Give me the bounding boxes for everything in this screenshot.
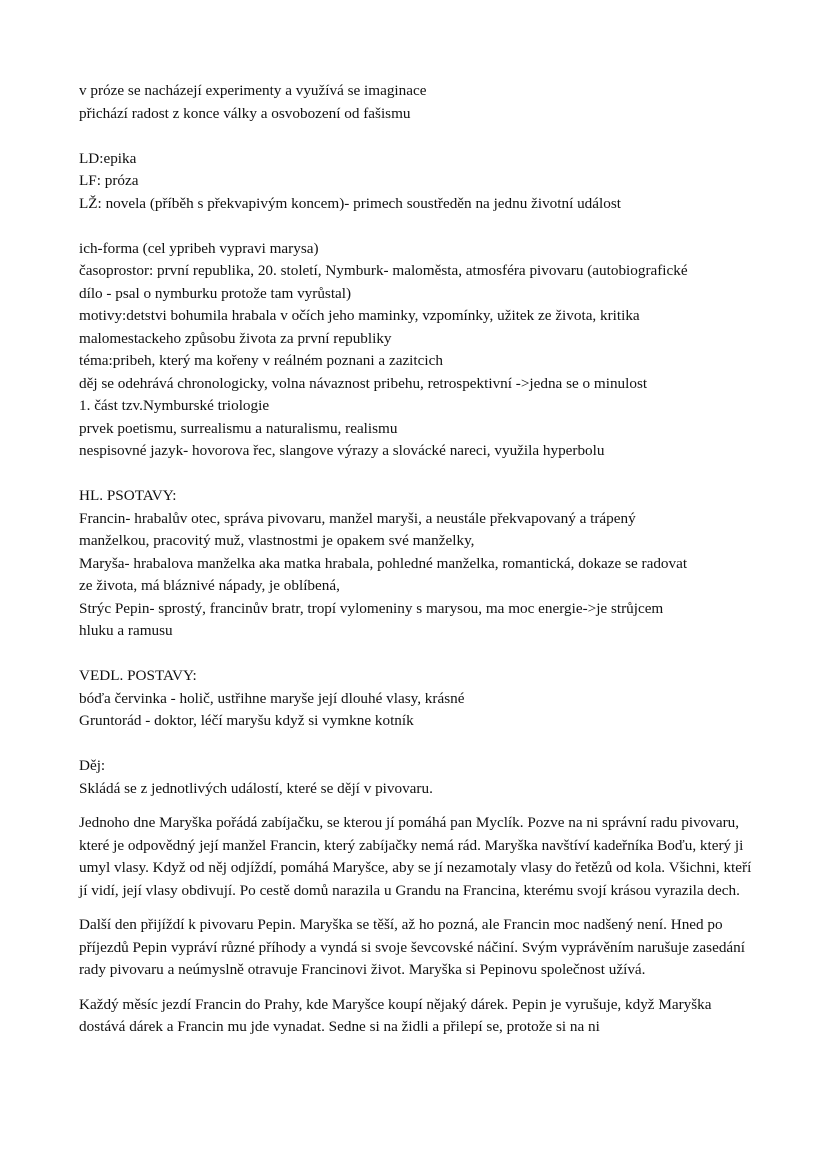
- literary-genre: LŽ: novela (příběh s překvapivým koncem)- primech soustředěn na jednu životní událost: [79, 194, 621, 212]
- character-line: Gruntorád - doktor, léčí maryšu když si vymkne kotník: [79, 712, 414, 729]
- section-heading: VEDL. POSTAVY:: [79, 667, 197, 684]
- character-line: Maryša- hrabalova manželka aka matka hrabala, pohledné manželka, romantická, dokaze se radovat: [79, 554, 688, 572]
- plot-paragraph: Další den přijíždí k pivovaru Pepin. Maryška se těší, až ho pozná, ale Francin moc nadšený není. Hned po příjezdů Pepin vypráví různé příhody a vyndá si svoje ševcovské náčiní. Svým vyprávěním narušuje zasedání rady pivovaru a neúmyslně otravuje Francinovi život. Maryška si Pepinovu společnost užívá.: [79, 916, 745, 978]
- analysis-line: prvek poetismu, surrealismu a naturalismu, realismu: [79, 419, 398, 437]
- side-characters-section: [79, 665, 758, 733]
- analysis-line: 1. část tzv.Nymburské triologie: [79, 397, 270, 414]
- analysis-line: nespisovné jazyk- hovorova řec, slangove výrazy a slovácké nareci, využila hyperbolu: [79, 442, 605, 459]
- intro-line: přichází radost z konce války a osvobození od fašismu: [79, 104, 411, 122]
- literary-kind: LD:epika: [79, 149, 137, 167]
- plot-paragraph: Jednoho dne Maryška pořádá zabíjačku, se kterou jí pomáhá pan Myclík. Pozve na ni správní radu pivovaru, které je odpovědný její manžel Francin, který zabíjačky nemá rád. Maryška navštíví kadeřníka Boďu, který ji umyl vlasy. Když od něj odjíždí, pomáhá Maryšce, aby se jí nezamotaly vlasy do řetězů od kola. Všichni, kteří jí vidí, její vlasy obdivují. Po cestě domů narazila u Grandu na Francina, kterému svojí krásou vyrazila dech.: [79, 814, 752, 899]
- character-line: ze života, má bláznivé nápady, je oblíbená,: [79, 577, 340, 594]
- analysis-line: časoprostor: první republika, 20. století, Nymburk- maloměsta, atmosféra pivovaru (autobiografické: [79, 262, 688, 279]
- analysis-section: [79, 238, 758, 463]
- intro-section: [79, 80, 758, 125]
- analysis-line: dílo - psal o nymburku protože tam vyrůstal): [79, 284, 352, 302]
- plot-section: [79, 755, 758, 1039]
- analysis-line: malomestackeho způsobu života za první republiky: [79, 329, 392, 347]
- character-line: Strýc Pepin- sprostý, francinův bratr, tropí vylomeniny s marysou, ma moc energie->je strůjcem: [79, 599, 664, 617]
- intro-line: v próze se nacházejí experimenty a využívá se imaginace: [79, 82, 427, 99]
- plot-subheading: Skládá se z jednotlivých událostí, které se dějí v pivovaru.: [79, 779, 433, 797]
- character-line: Francin- hrabalův otec, správa pivovaru, manžel maryši, a neustále překvapovaný a trápený: [79, 509, 636, 527]
- analysis-line: děj se odehrává chronologicky, volna návaznost pribehu, retrospektivní ->jedna se o minulost: [79, 374, 648, 392]
- section-heading: HL. PSOTAVY:: [79, 487, 177, 504]
- analysis-line: motivy:detstvi bohumila hrabala v očích jeho maminky, vzpomínky, užitek ze života, kritika: [79, 307, 640, 324]
- main-characters-section: [79, 485, 758, 643]
- analysis-line: ich-forma (cel ypribeh vypravi marysa): [79, 239, 319, 257]
- character-line: manželkou, pracovitý muž, vlastnostmi je opakem své manželky,: [79, 532, 475, 549]
- character-line: hluku a ramusu: [79, 622, 173, 639]
- literary-form: LF: próza: [79, 172, 139, 189]
- classification-section: [79, 148, 758, 216]
- plot-paragraph: Každý měsíc jezdí Francin do Prahy, kde Maryšce koupí nějaký dárek. Pepin je vyrušuje, když Maryška dostává dárek a Francin mu jde vynadat. Sedne si na židli a přilepí se, protože si na ni: [79, 995, 712, 1035]
- character-line: bóďa červinka - holič, ustřihne maryše její dlouhé vlasy, krásné: [79, 689, 465, 707]
- section-heading: Děj:: [79, 757, 106, 774]
- analysis-line: téma:pribeh, který ma kořeny v reálném poznani a zazitcich: [79, 352, 443, 369]
